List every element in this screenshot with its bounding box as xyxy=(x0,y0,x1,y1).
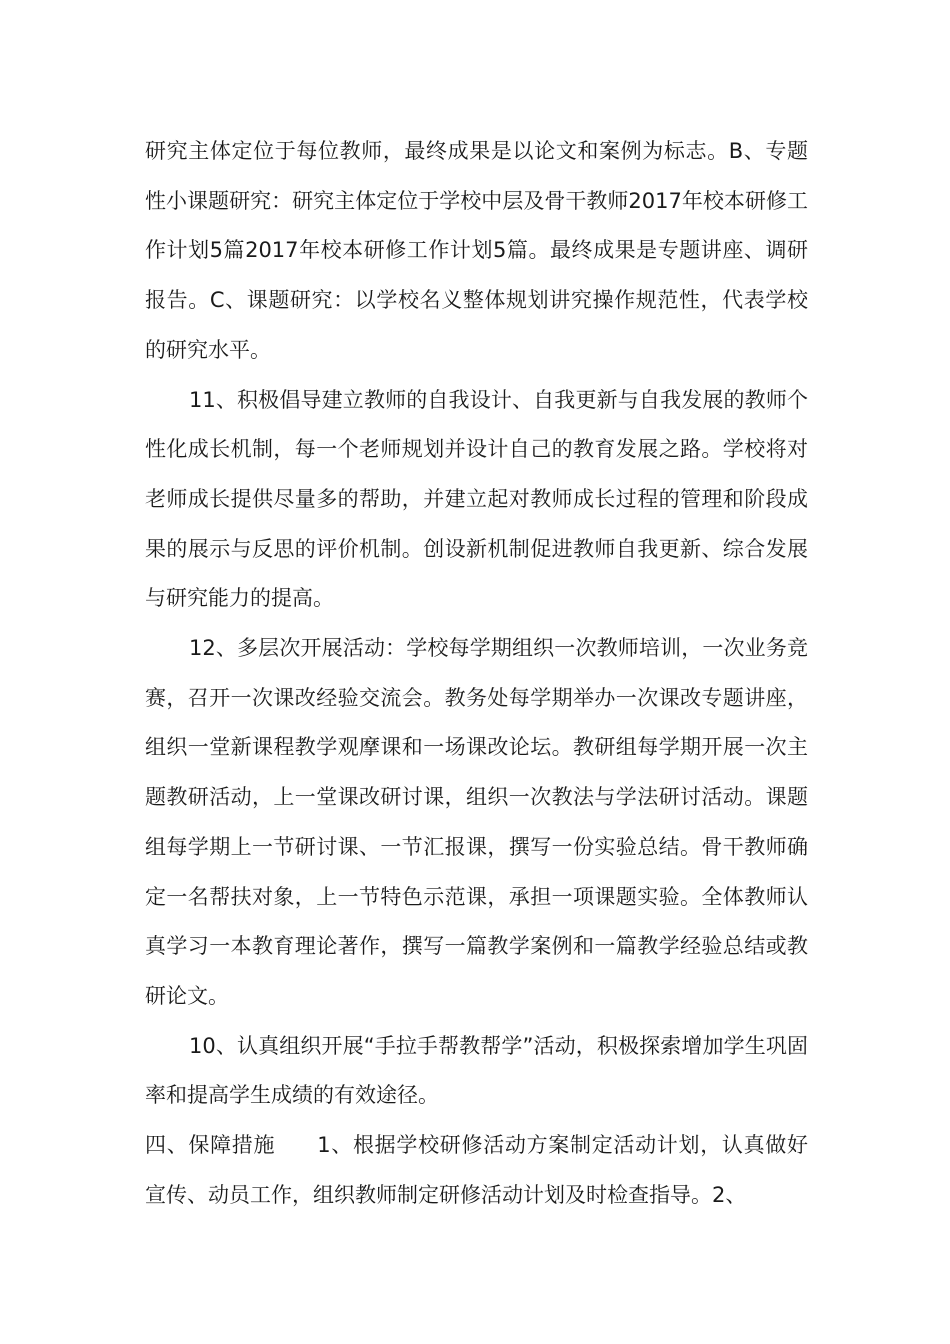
paragraph-item-11: 11、积极倡导建立教师的自我设计、自我更新与自我发展的教师个性化成长机制，每一个老师规划并设计自己的教育发展之路。学校将对老师成长提供尽量多的帮助，并建立起对教师成长过程的管理和阶段成果的展示与反思的评价机制。创设新机制促进教师自我更新、综合发展与研究能力的提高。 xyxy=(145,387,808,611)
section-safeguards xyxy=(145,1121,808,1220)
section-text: 1、根据学校研修活动方案制定活动计划，认真做好宣传、动员工作，组织教师制定研修活动计划及时检查指导。2、 xyxy=(145,1133,809,1207)
section-heading: 四、保障措施 xyxy=(145,1133,276,1158)
document-body xyxy=(145,127,808,1220)
paragraph-item-10: 10、认真组织开展“手拉手帮教帮学”活动，积极探索增加学生巩固率和提高学生成绩的有效途径。 xyxy=(145,1033,808,1108)
paragraph-research-types: 研究主体定位于每位教师，最终成果是以论文和案例为标志。B、专题性小课题研究：研究主体定位于学校中层及骨干教师2017年校本研修工作计划5篇2017年校本研修工作计划5篇。最终成果是专题讲座、调研报告。C、课题研究：以学校名义整体规划讲究操作规范性，代表学校的研究水平。 xyxy=(145,139,808,362)
paragraph-item-12: 12、多层次开展活动：学校每学期组织一次教师培训，一次业务竞赛，召开一次课改经验交流会。教务处每学期举办一次课改专题讲座，组织一堂新课程教学观摩课和一场课改论坛。教研组每学期开展一次主题教研活动，上一堂课改研讨课，组织一次教法与学法研讨活动。课题组每学期上一节研讨课、一节汇报课，撰写一份实验总结。骨干教师确定一名帮扶对象，上一节特色示范课，承担一项课题实验。全体教师认真学习一本教育理论著作，撰写一篇教学案例和一篇教学经验总结或教研论文。 xyxy=(145,636,808,1008)
